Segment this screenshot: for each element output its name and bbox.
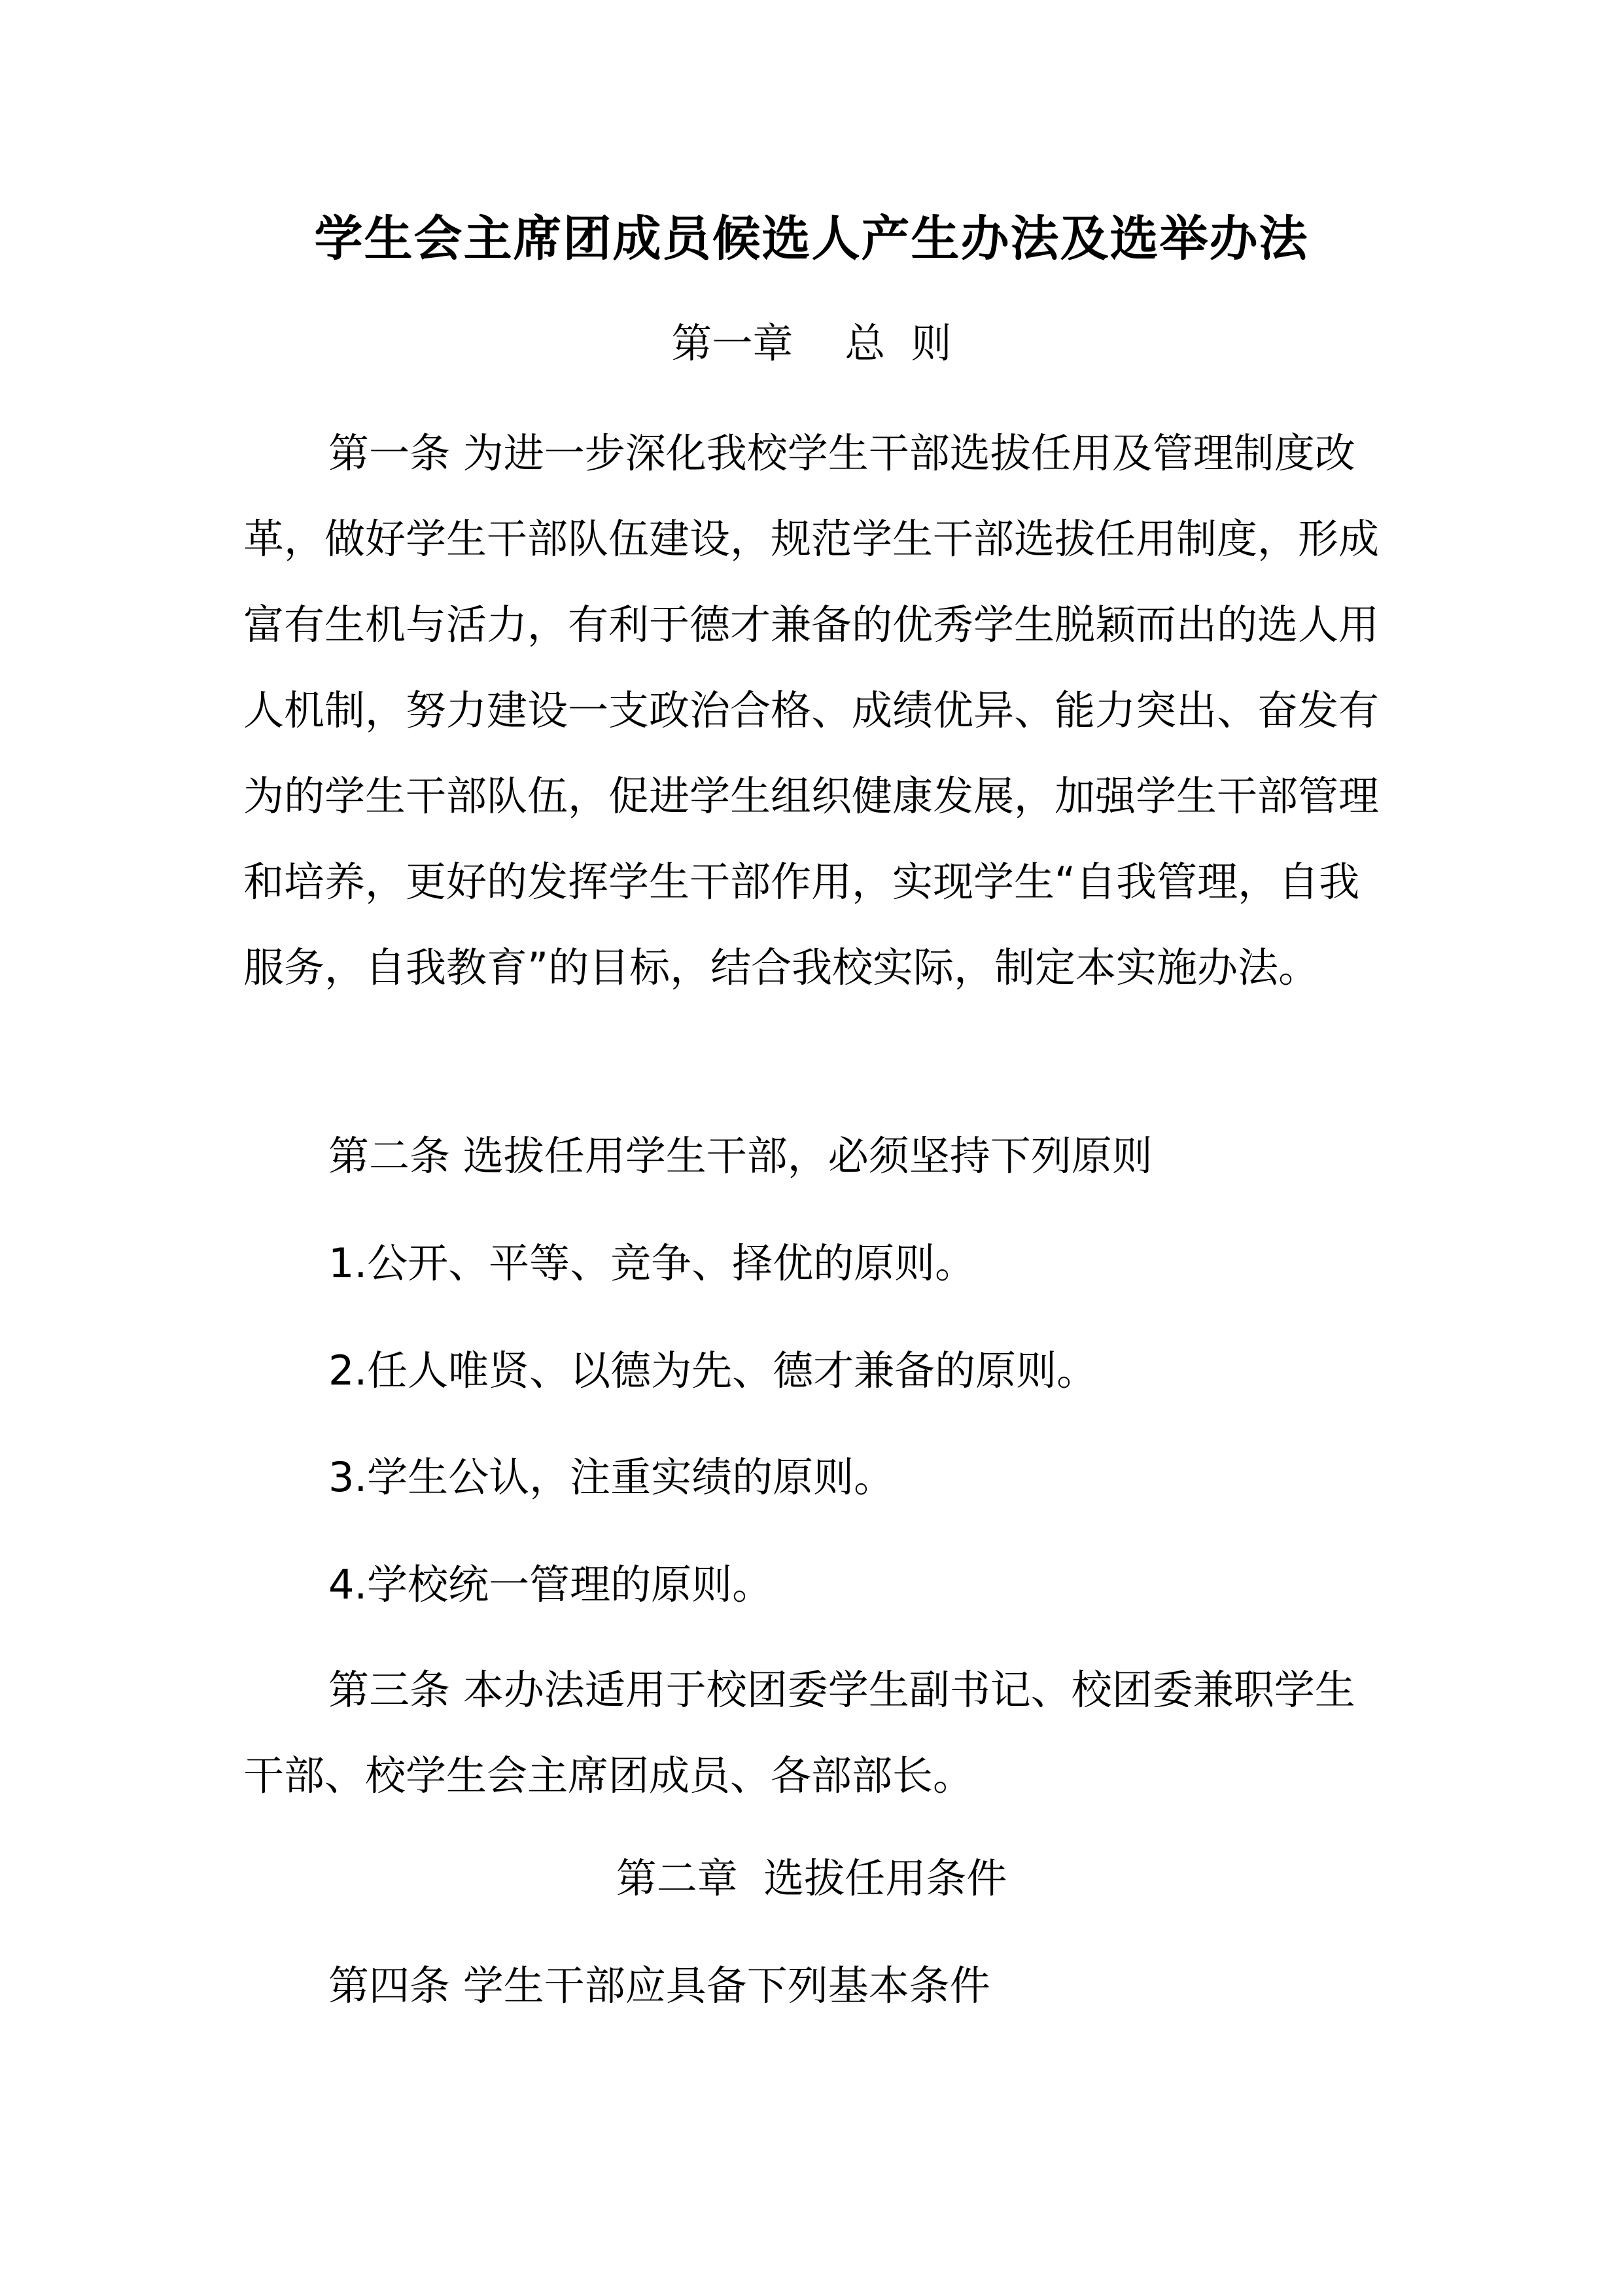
- document-title: 学生会主席团成员候选人产生办法及选举办法: [314, 211, 1309, 267]
- article-2-paragraph: 第二条 选拔任用学生干部，必须坚持下列原则: [328, 1132, 1153, 1180]
- principle-item-4: 4.学校统一管理的原则。: [328, 1561, 773, 1608]
- chapter-2-heading: 第二章 选拔任用条件: [616, 1854, 1007, 1902]
- principle-item-2: 2.任人唯贤、以德为先、德才兼备的原则。: [328, 1347, 1098, 1394]
- principle-item-1: 1.公开、平等、竞争、择优的原则。: [328, 1239, 976, 1287]
- article-1-paragraph: 第一条 为进一步深化我校学生干部选拔任用及管理制度改革，做好学生干部队伍建设，规范学生干部选拔任用制度，形成富有生机与活力，有利于德才兼备的优秀学生脱颖而出的选人用人机制，努力建设一支政治合格、成绩优异、能力突出、奋发有为的学生干部队伍，促进学生组织健康发展，加强学生干部管理和培养，更好的发挥学生干部作用，实现学生“自我管理，自我服务，自我教育”的目标，结合我校实际，制定本实施办法。: [243, 429, 1380, 991]
- principle-item-3: 3.学生公认，注重实绩的原则。: [328, 1453, 895, 1501]
- article-3-paragraph: 第三条 本办法适用于校团委学生副书记、校团委兼职学生干部、校学生会主席团成员、各部部长。: [243, 1666, 1355, 1799]
- chapter-1-heading: 第一章 总 则: [671, 319, 952, 367]
- article-4-paragraph: 第四条 学生干部应具备下列基本条件: [328, 1962, 990, 2009]
